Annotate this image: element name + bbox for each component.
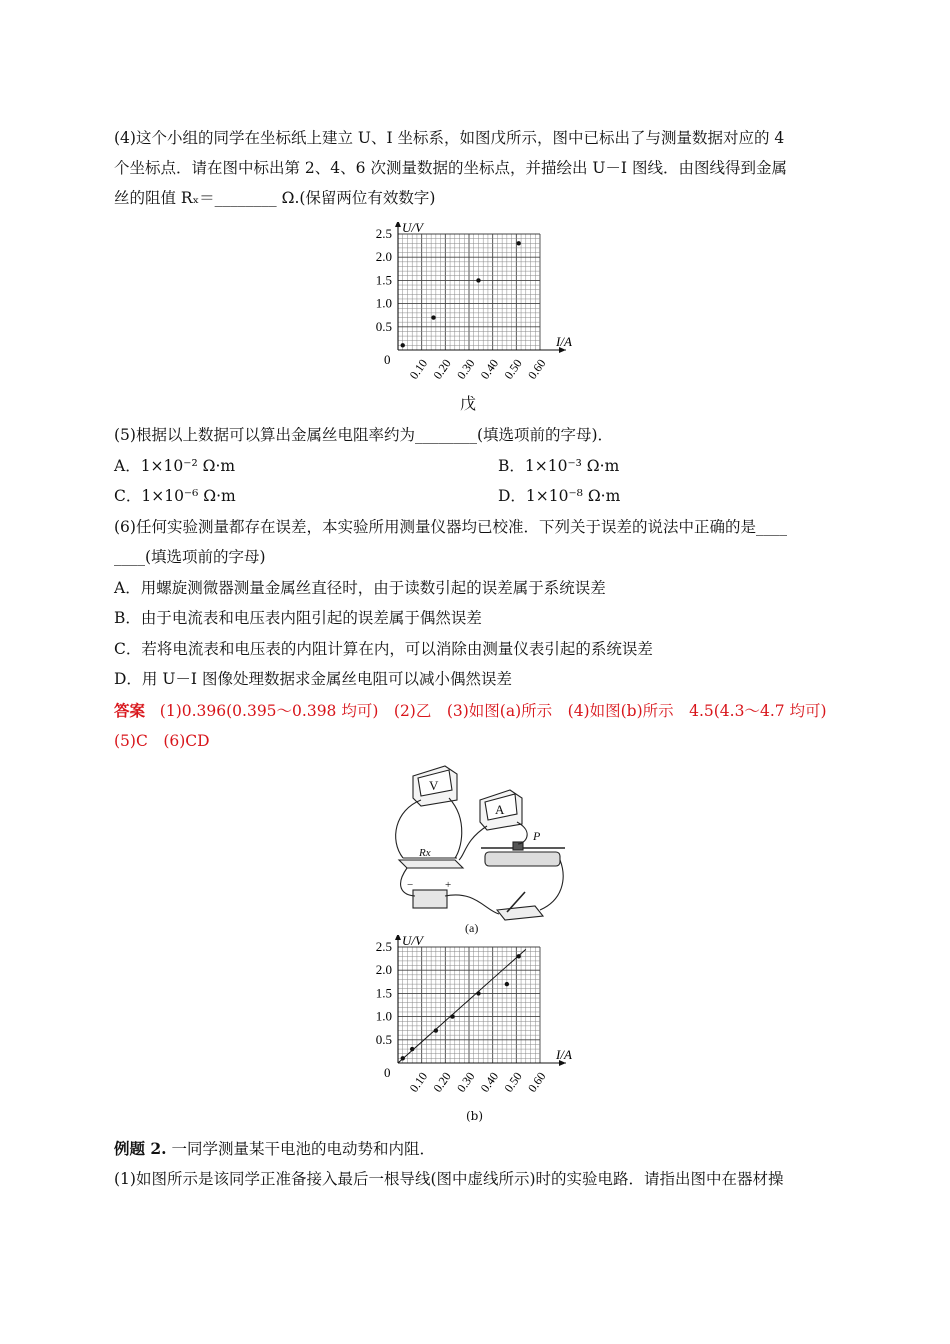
wire-switch [540, 860, 563, 910]
figure-wu-chart [360, 222, 590, 390]
q6-option-d: D．用 U－I 图像处理数据求金属丝电阻可以减小偶然误差 [114, 670, 512, 688]
data-point [476, 991, 480, 995]
q4-line3: 丝的阻值 Rₓ＝________ Ω.(保留两位有效数字) [114, 189, 436, 207]
ammeter-label: A [495, 802, 505, 817]
origin-label: 0 [384, 352, 391, 367]
example2-line1 [114, 1139, 844, 1159]
rheostat-coil [485, 852, 560, 866]
q5-option-d: D．1×10⁻⁸ Ω·m [498, 487, 621, 505]
q6-line1: (6)任何实验测量都存在误差，本实验所用测量仪器均已校准．下列关于误差的说法中正确的是____ [114, 518, 787, 536]
wire-a-left [459, 826, 487, 860]
voltmeter-label: V [429, 778, 439, 793]
x-axis-label: I/A [556, 334, 572, 349]
y-tick-label: 1.5 [375, 272, 392, 288]
example2-label: 例题 2. [114, 1139, 167, 1158]
slider-label: P [533, 829, 541, 843]
x-axis-label: I/A [556, 1047, 572, 1062]
battery [413, 890, 447, 908]
q5-options-row2 [114, 486, 844, 506]
answer-line1 [114, 701, 844, 721]
q4-line2: 个坐标点．请在图中标出第 2、4、6 次测量数据的坐标点，并描绘出 U－I 图线．由图线得到金属 [114, 159, 787, 177]
data-point [517, 954, 521, 958]
resistor-label: Rx [419, 847, 431, 859]
data-point [517, 241, 521, 245]
data-point [401, 1056, 405, 1060]
y-tick-label: 2.5 [375, 226, 392, 241]
q5-option-a: A．1×10⁻² Ω·m [114, 457, 236, 475]
q6-option-b: B．由于电流表和电压表内阻引起的误差属于偶然误差 [114, 609, 482, 627]
q5-stem: (5)根据以上数据可以算出金属丝电阻率约为________(填选项前的字母)． [114, 426, 614, 444]
y-axis-arrow [395, 222, 401, 227]
x-tick-label: 0.10 [406, 1069, 431, 1095]
x-tick-label: 0.40 [477, 1069, 502, 1095]
y-axis-label: U/V [402, 935, 423, 948]
y-tick-label: 2.0 [375, 962, 392, 978]
q6-line2: ____(填选项前的字母) [114, 548, 266, 566]
x-tick-label: 0.50 [501, 1069, 525, 1095]
y-tick-label: 0.5 [375, 1031, 392, 1047]
data-point [505, 982, 509, 986]
data-point [476, 278, 480, 282]
answer-label: 答案 [114, 701, 146, 720]
example2-line2: (1)如图所示是该同学正准备接入最后一根导线(图中虚线所示)时的实验电路．请指出图中在器材操 [114, 1170, 784, 1188]
x-tick-label: 0.50 [501, 356, 525, 382]
q5-options-row1 [114, 456, 844, 476]
data-point [410, 1047, 414, 1051]
y-tick-label: 1.0 [375, 295, 392, 311]
wire-a-right [517, 822, 527, 844]
wire-v-right [449, 798, 462, 858]
y-tick-label: 2.0 [375, 249, 392, 265]
resistor-board [399, 860, 463, 868]
y-axis-arrow [395, 935, 401, 940]
q5-option-b: B．1×10⁻³ Ω·m [498, 457, 620, 475]
q6-option-c: C．若将电流表和电压表的内阻计算在内，可以消除由测量仪表引起的系统误差 [114, 640, 653, 658]
q4-line1: (4)这个小组的同学在坐标纸上建立 U、I 坐标系，如图戊所示，图中已标出了与测量数据对应的 4 [114, 129, 785, 147]
battery-minus-label: − [407, 879, 414, 891]
data-point [450, 1014, 454, 1018]
wire-v-left [396, 800, 421, 858]
answer-line2: (5)C (6)CD [114, 732, 210, 750]
figure-a-circuit [385, 760, 575, 938]
switch-base [497, 906, 543, 920]
battery-plus-label: + [445, 879, 452, 891]
data-point [431, 315, 435, 319]
y-tick-label: 0.5 [375, 318, 392, 334]
x-tick-label: 0.20 [430, 1069, 454, 1095]
figure-b-chart [360, 935, 590, 1103]
figure-a-caption: (a) [465, 921, 479, 935]
y-axis-label: U/V [402, 222, 423, 235]
x-tick-label: 0.10 [406, 356, 431, 382]
figure-wu-caption: 戊 [460, 394, 477, 413]
figure-b-caption: (b) [466, 1109, 484, 1123]
x-tick-label: 0.30 [453, 356, 478, 382]
y-tick-label: 1.0 [375, 1008, 392, 1024]
x-tick-label: 0.60 [524, 356, 549, 382]
y-tick-label: 2.5 [375, 939, 392, 954]
q6-option-a: A．用螺旋测微器测量金属丝直径时，由于读数引起的误差属于系统误差 [114, 579, 606, 597]
x-tick-label: 0.60 [524, 1069, 549, 1095]
y-tick-label: 1.5 [375, 985, 392, 1001]
x-tick-label: 0.30 [453, 1069, 478, 1095]
origin-label: 0 [384, 1065, 391, 1080]
wire-battery-pos [445, 895, 499, 914]
example2-text: 一同学测量某干电池的电动势和内阻． [171, 1140, 436, 1158]
x-tick-label: 0.20 [430, 356, 454, 382]
q5-option-c: C．1×10⁻⁶ Ω·m [114, 487, 236, 505]
answer-text: (1)0.396(0.395～0.398 均可) (2)乙 (3)如图(a)所示 (4)如图(b)所示 4.5(4.3～4.7 均可) [159, 702, 827, 720]
data-point [434, 1028, 438, 1032]
x-tick-label: 0.40 [477, 356, 502, 382]
data-point [401, 343, 405, 347]
